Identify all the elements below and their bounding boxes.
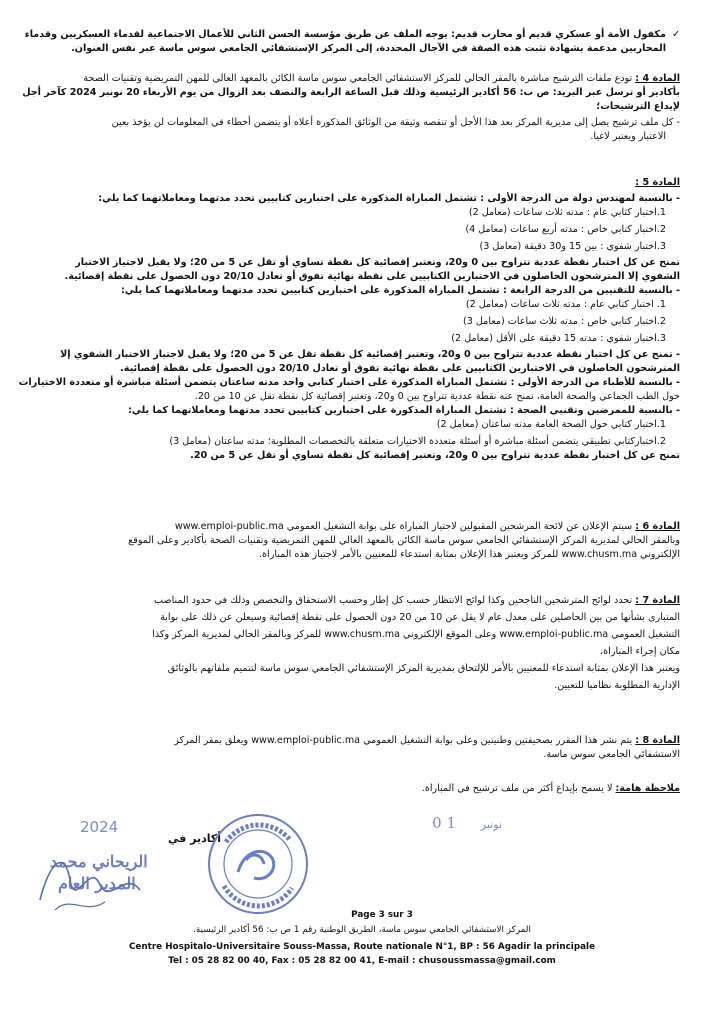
engineer-item-1: 1.اختبار كتابي عام : مدته ثلاث ساعات (معامل 2) xyxy=(468,207,666,218)
article-5 xyxy=(18,176,680,463)
nurse-rule: تمنح عن كل اختبار نقطة عددية تتراوح بين 0 و20، وتعتبر إقصائية كل نقطة تساوي أو تقل عن 5 من 20. xyxy=(190,450,680,461)
check-bullet-icon: ✓ xyxy=(671,29,680,40)
veterans-paragraph xyxy=(24,28,680,56)
footer-address: Centre Hospitalo-Universitaire Souss-Massa, Route nationale N°1, BP : 56 Agadir la principale xyxy=(128,942,596,952)
date-day: 0 1 xyxy=(432,814,456,832)
engineer-item-3: 3.اختبار شفوي : بين 15 و30 دقيقة (معامل 3) xyxy=(479,241,666,252)
page-number: Page 3 sur 3 xyxy=(351,910,413,920)
technician-rule-2: المترشحون الحاصلون في الاختبارين الكتابيين على نقطة نهائية تفوق أو تعادل 20/10 دون الحصول على نقطة إقصائية. xyxy=(120,363,680,374)
nurse-item-1: 1.اختبار كتابي حول الصحة العامة مدته ساعتان (معامل 2) xyxy=(436,419,666,430)
engineer-title: - بالنسبة لمهندس دولة من الدرجة الأولى : تشتمل المباراة المذكورة على اختبارين كتابيين تحدد مدتهما ومعاملاتهما كما يلي: xyxy=(98,193,680,204)
date-month: نونبر xyxy=(480,818,502,831)
article-8-line-2: الاستشفائي الجامعي سوس ماسة. xyxy=(543,749,680,760)
signature-place: أكادير في xyxy=(168,832,222,845)
handwritten-signature xyxy=(30,840,150,920)
engineer-item-2: 2.اختبار كتابي خاص : مدته أربع ساعات (معامل 4) xyxy=(465,224,666,235)
article-7-line-5: ويعتبر هذا الإعلان بمثابة استدعاء للمعنيين بالأمر للإلتحاق بمديرية المركز الإستشفائي الجامعي سوس ماسة لتتميم ملفاتهم بالوثائق xyxy=(167,663,680,674)
article-6-label: المادة 6 : xyxy=(635,521,680,532)
technician-title: - بالنسبة للتقنيين من الدرجة الرابعة : تشتمل المباراة المذكورة على اختبارين كتابيين تحدد مدتهما ومعاملاتهما كما يلي: xyxy=(121,285,680,296)
article-4-note-2: الاعتبار ويعتبر لاغيا. xyxy=(590,131,666,142)
official-stamp xyxy=(206,812,310,916)
article-4 xyxy=(22,72,680,144)
article-6-line-2: وبالمقر الحالي لمديرية المركز الإستشفائي الجامعي سوس ماسة الكائن بالمعهد العالي للمهن التمريضية وتقنيات الصحة بأكادير وعلى الموقع xyxy=(128,535,680,546)
article-8-line-1: يتم نشر هذا المقرر بصحيفتين وطنيتين وعلى بوابة التشغيل العمومي www.emploi-public.ma ويعلق بمقر المركز xyxy=(174,735,633,746)
nurse-title: - بالنسبة للممرضين وتقنيي الصحة : تشتمل المباراة المذكورة على اختبارين كتابيين تحدد مدتهما ومعاملاتهما كما يلي: xyxy=(128,405,680,416)
doctor-title: - بالنسبة للأطباء من الدرجة الأولى : تشتمل المباراة المذكورة على اختبار كتابي واحد مدته ساعتان يتضمن أسئلة مباشرة أو متعددة الاختيارات xyxy=(18,377,680,388)
technician-rule-1: - تمنح عن كل اختبار نقطة عددية تتراوح بين 0 و20، وتعتبر إقصائية كل نقطة تقل عن 5 من 20؛ ولا يقبل لاجتياز الاختبار الشفوي إلا xyxy=(60,349,680,360)
note-label: ملاحظة هامة: xyxy=(615,783,680,794)
engineer-rule-1: تمنح عن كل اختبار نقطة عددية تتراوح بين 0 و20، وتعتبر إقصائية كل نقطة تساوي أو تقل عن 5 من 20؛ ولا يقبل لاجتياز الاختبار xyxy=(75,257,680,268)
footer-contact: Tel : 05 28 82 00 40, Fax : 05 28 82 00 41, E-mail : chusoussmassa@gmail.com xyxy=(168,956,556,966)
article-7-line-3: التشغيل العمومي www.emploi-public.ma وعلى الموقع الإلكتروني www.chusm.ma للمركز وبالمقر الحالي لمديرية المركز وكذا xyxy=(152,629,680,640)
signatory-role: المدير العام xyxy=(58,874,136,893)
article-7-line-4: مكان إجراء المباراة، xyxy=(600,646,680,657)
veterans-line-1: مكفول الأمة أو عسكري قديم أو محارب قديم: يوجه الملف عن طريق مؤسسة الحسن الثاني للأعمال الاجتماعية لقدماء العسكريين وقدماء xyxy=(24,29,666,40)
article-8-label: المادة 8 : xyxy=(635,735,680,746)
article-7-label: المادة 7 : xyxy=(635,595,680,606)
article-7-line-2: المتبارى بشأنها من بين الحاصلين على معدل عام لا يقل عن 10 من 20 دون الحصول على نقطة إقصائية وسيعلن عن ذلك على بوابة xyxy=(160,612,680,623)
technician-item-2: 2.اختبار كتابي خاص : مدته ثلاث ساعات (معامل 3) xyxy=(463,316,666,327)
technician-item-1: 1. اختبار كتابي عام : مدته ثلاث ساعات (معامل 2) xyxy=(465,299,666,310)
article-5-label: المادة 5 : xyxy=(635,177,680,188)
article-4-line-3: لإيداع الترشيحات؛ xyxy=(596,101,680,112)
article-6-line-3: الإلكتروني www.chusm.ma للمركز ويعتبر هذا الإعلان بمثابة استدعاء للمعنيين بالأمر لاجتياز هذه المباراة. xyxy=(258,549,680,560)
article-4-line-1: تودع ملفات الترشيح مباشرة بالمقر الحالي للمركز الاستشفائي الجامعي سوس ماسة الكائن بالمعهد العالي للمهن التمريضية وتقنيات الصحة xyxy=(83,73,633,84)
signatory-name: الريحاني محمد xyxy=(50,852,148,871)
article-7-line-6: الإدارية المطلوبة نظاميا للتعيين. xyxy=(554,680,680,691)
veterans-line-2: المحاربين مدعمة بشهادة تثبت هذه الصفة في الآجال المحددة، إلى المركز الإستشفائي الجامعي سوس ماسة عبر نفس العنوان. xyxy=(71,43,666,54)
article-6 xyxy=(44,520,680,562)
article-4-line-2: بأكادير أو ترسل عبر البريد: ص ب: 56 أكادير الرئيسية وذلك قبل الساعة الرابعة والنصف بعد الزوال من يوم الأربعاء 20 نونبر 2024 كآخر أجل xyxy=(22,87,680,98)
technician-item-3: 3.اختبار شفوي : مدته 15 دقيقة على الأقل (معامل 2) xyxy=(451,333,666,344)
date-year: 2024 xyxy=(80,818,119,836)
nurse-item-2: 2.اختباركتابي تطبيقي يتضمن أسئلة مباشرة أو أسئلة متعددة الاختيارات متعلقة بالتخصصات المطلوبة؛ مدته ساعتان (معامل 3) xyxy=(169,436,666,447)
article-7-line-1: تحدد لوائح المترشحين الناجحين وكذا لوائح الانتظار حسب كل إطار وحسب الاستحقاق والتخصص وذلك في حدود المناصب xyxy=(154,595,633,606)
footer-arabic-address: المركز الاستشفائي الجامعي سوس ماسة، الطريق الوطنية رقم 1 ص ب: 56 أكادير الرئيسية. xyxy=(193,925,531,935)
engineer-rule-2: الشفوي إلا المترشحون الحاصلون في الاختبارين الكتابيين على نقطة نهائية تفوق أو تعادل 20/10 دون الحصول على نقطة إقصائية. xyxy=(64,271,680,282)
article-4-label: المادة 4 : xyxy=(635,73,680,84)
doctor-line-2: حول الطب الجماعي والصحة العامة، تمنح عنه نقطة عددية تتراوح بين 0 و20، وتعتبر إقصائية كل نقطة تقل عن 10 من 20. xyxy=(194,391,680,402)
article-4-note-1: - كل ملف ترشيح يصل إلى مديرية المركز بعد هذا الأجل أو تنقصه وثيقة من الوثائق المذكورة أعلاه أو يتضمن أخطاء في المعلومات لن يؤخذ بعين xyxy=(111,117,680,128)
article-6-line-1: سيتم الإعلان عن لائحة المرشحين المقبولين لاجتياز المباراة على بوابة التشغيل العمومي www.emploi-public.ma xyxy=(174,521,633,532)
note-text: لا يسمح بإيداع أكثر من ملف ترشيح في المباراة. xyxy=(421,783,613,794)
article-7 xyxy=(44,592,680,694)
article-8 xyxy=(44,734,680,762)
important-note xyxy=(44,782,680,796)
